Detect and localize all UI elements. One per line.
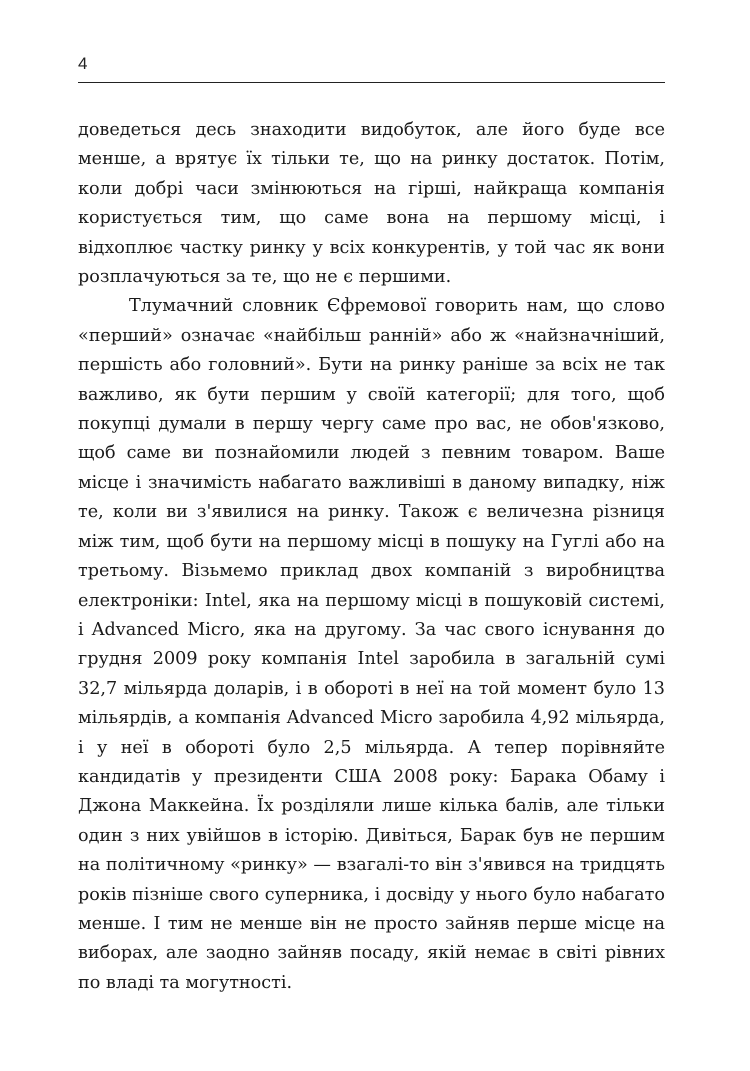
page-number: 4 — [78, 54, 88, 73]
page-header — [78, 50, 665, 83]
paragraph-2: Тлумачний словник Єфремової говорить нам, що слово «перший» означає «найбільш ранній» або ж «найзначніший, першість або головний». Бути на ринку раніше за всіх не так важливо, як бути першим у своїй категорії; для того, щоб покупці думали в першу чергу саме про вас, не обов'язково, щоб саме ви познайомили людей з певним товаром. Ваше місце і значимість набагато важливіші в даному випадку, ніж те, коли ви з'явилися на ринку. Також є величезна різниця між тим, щоб бути на першому місці в пошуку на Гуглі або на третьому. Візьмемо приклад двох компаній з виробництва електроніки: Intel, яка на першому місці в пошуковій системі, і Advanced Micro, яка на другому. За час свого існування до грудня 2009 року компанія Intel заробила в загальній сумі 32,7 мільярда доларів, і в обороті в неї на той момент було 13 мільярдів, а компанія Advanced Micro заробила 4,92 мільярда, і у неї в обороті було 2,5 мільярда. А тепер порівняйте кандидатів у президенти США 2008 року: Барака Обаму і Джона Маккейна. Їх розділяли лише кілька балів, але тільки один з них увійшов в історію. Дивіться, Барак був не першим на політичному «ринку» — взагалі-то він з'явився на тридцять років пізніше свого суперника, і досвіду у нього було набагато менше. І тим не менше він не просто зайняв перше місце на виборах, але заодно зайняв посаду, якій немає в світі рівних по владі та могутності. — [78, 296, 665, 993]
page-body — [78, 116, 665, 998]
paragraph-1: доведеться десь знаходити видобуток, але його буде все менше, а врятує їх тільки те, що на ринку достаток. Потім, коли добрі часи змінюються на гірші, найкраща компанія користується тим, що саме вона на першому місці, і відхоплює частку ринку у всіх конкурентів, у той час як вони розплачуються за те, що не є першими. — [78, 120, 665, 288]
